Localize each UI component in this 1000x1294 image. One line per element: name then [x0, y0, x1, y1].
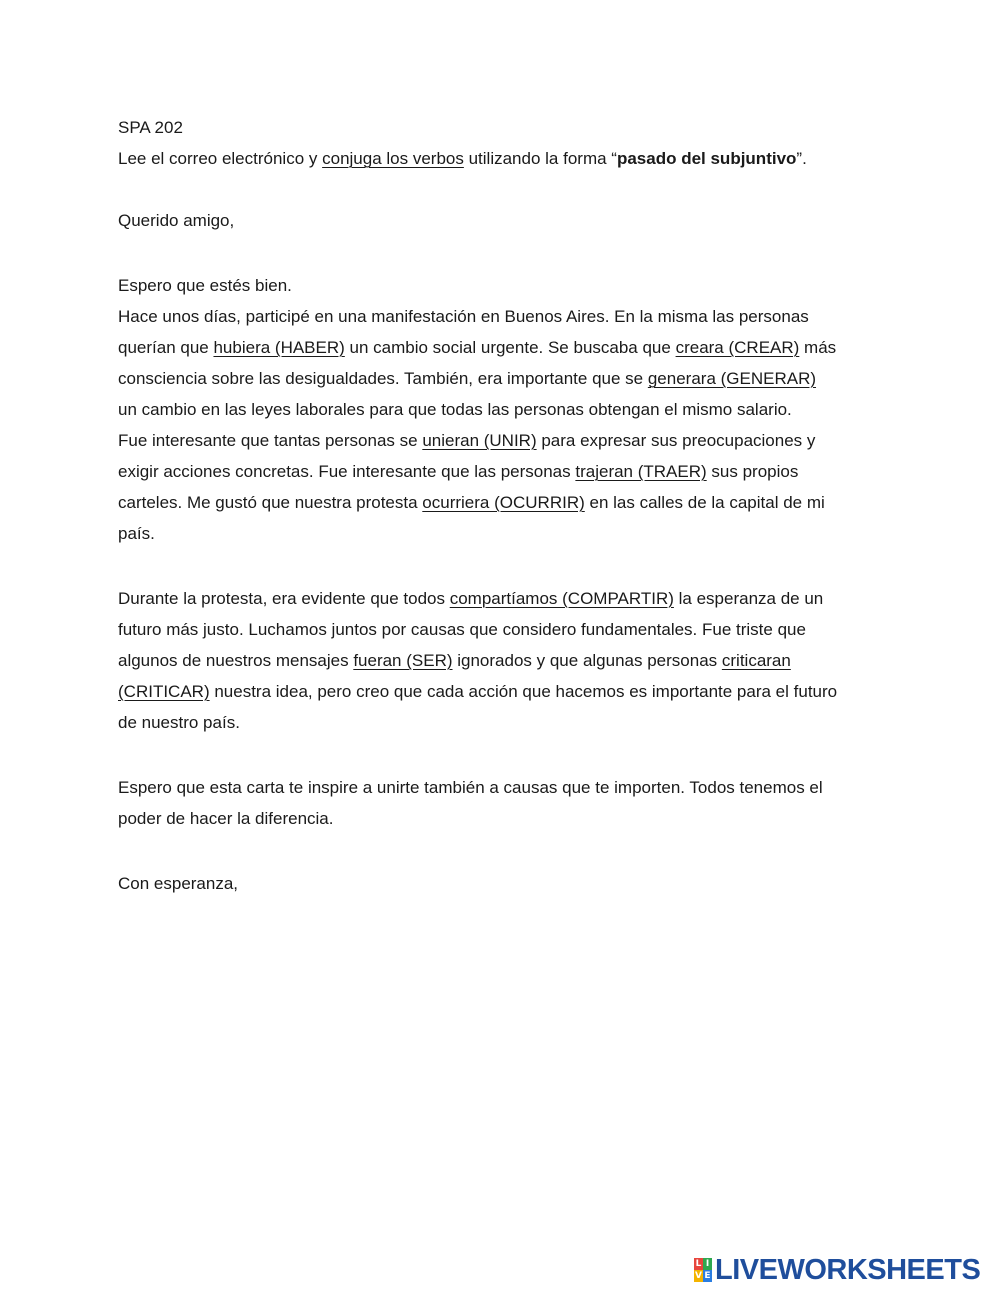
p2-line: algunos de nuestros mensajes fueran (SER) ignorados y que algunas personas criticaran — [118, 651, 791, 670]
p1-line: consciencia sobre las desigualdades. También, era importante que se generara (GENERAR) — [118, 369, 817, 388]
answer-compartiamos: compartíamos (COMPARTIR) — [449, 589, 674, 608]
answer-trajeran: trajeran (TRAER) — [575, 462, 707, 481]
p1-line: Fue interesante que tantas personas se unieran (UNIR) para expresar sus preocupaciones y — [118, 431, 816, 450]
answer-criticaran-verb: (CRITICAR) — [118, 682, 210, 701]
p1-line: Espero que estés bien. — [118, 276, 292, 295]
p1-line: país. — [118, 524, 155, 543]
course-code: SPA 202 — [118, 118, 183, 137]
answer-generara: generara (GENERAR) — [647, 369, 817, 388]
answer-criticaran: criticaran — [721, 651, 791, 670]
p1-line: exigir acciones concretas. Fue interesante que las personas trajeran (TRAER) sus propios — [118, 462, 799, 481]
answer-fueran: fueran (SER) — [353, 651, 453, 670]
liveworksheets-logo — [694, 1256, 980, 1284]
liveworksheets-mark-icon: L I V E — [695, 1259, 711, 1281]
greeting: Querido amigo, — [118, 211, 235, 230]
answer-unieran: unieran (UNIR) — [422, 431, 537, 450]
instructions: Lee el correo electrónico y conjuga los verbos utilizando la forma “pasado del subjuntivo”. — [118, 149, 807, 168]
answer-creara: creara (CREAR) — [675, 338, 800, 357]
p3-line: Espero que esta carta te inspire a unirte también a causas que te importen. Todos tenemos el — [118, 778, 823, 797]
p1-line: un cambio en las leyes laborales para que todas las personas obtengan el mismo salario. — [118, 400, 792, 419]
closing: Con esperanza, — [118, 874, 239, 893]
p2-line: futuro más justo. Luchamos juntos por causas que considero fundamentales. Fue triste que — [118, 620, 806, 639]
logo-text: LIVEWORKSHEETS — [715, 1254, 981, 1286]
p1-line: carteles. Me gustó que nuestra protesta ocurriera (OCURRIR) en las calles de la capital de mi — [118, 493, 825, 512]
p2-line: (CRITICAR) nuestra idea, pero creo que cada acción que hacemos es importante para el futuro — [118, 682, 838, 701]
p2-line: de nuestro país. — [118, 713, 240, 732]
answer-ocurriera: ocurriera (OCURRIR) — [422, 493, 585, 512]
p1-line: Hace unos días, participé en una manifestación en Buenos Aires. En la misma las personas — [118, 307, 809, 326]
p1-line: querían que hubiera (HABER) un cambio social urgente. Se buscaba que creara (CREAR) más — [118, 338, 837, 357]
p2-line: Durante la protesta, era evidente que todos compartíamos (COMPARTIR) la esperanza de un — [118, 589, 824, 608]
p3-line: poder de hacer la diferencia. — [118, 809, 334, 828]
answer-hubiera: hubiera (HABER) — [213, 338, 345, 357]
